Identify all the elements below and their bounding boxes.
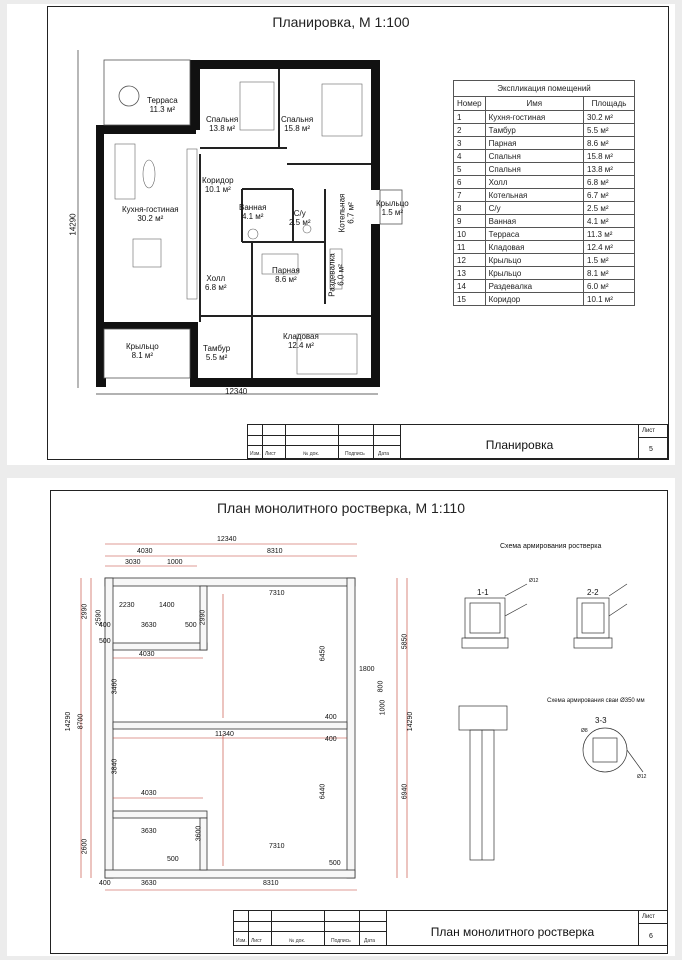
bar-label: Ø8 — [581, 728, 588, 734]
table-row: 8 С/у 2.5 м² — [454, 202, 635, 215]
dim-text: 14290 — [65, 711, 73, 732]
sheet-title: План монолитного ростверка, М 1:110 — [216, 500, 466, 516]
table-row: 1 Кухня-гостиная 30.2 м² — [454, 111, 635, 124]
room-label: Кладовая 12.4 м² — [283, 332, 319, 350]
dim-text: 14290 — [407, 711, 415, 732]
table-row: 10 Терраса 11.3 м² — [454, 228, 635, 241]
dim-text: 8310 — [263, 880, 279, 887]
table-caption: Экспликация помещений — [454, 81, 635, 97]
table-row: 15 Коридор 10.1 м² — [454, 293, 635, 306]
room-label: Раздевалка 6.0 м² — [327, 253, 346, 297]
dim-text: 6450 — [319, 645, 327, 662]
room-label: С/у 2.5 м² — [289, 209, 311, 227]
dim-text: 1400 — [159, 602, 175, 609]
dim-text: 7310 — [269, 590, 285, 597]
table-row: 14 Раздевалка 6.0 м² — [454, 280, 635, 293]
table-row: 5 Спальня 13.8 м² — [454, 163, 635, 176]
stamp-label: Дата — [364, 938, 376, 944]
stamp-label: № док. — [303, 451, 320, 457]
room-label: Крыльцо 8.1 м² — [126, 342, 159, 360]
room-label: Коридор 10.1 м² — [202, 176, 234, 194]
stamp-label: Изм. — [250, 451, 261, 457]
sheet-label: Лист — [642, 914, 656, 920]
section-label: 2-2 — [587, 588, 599, 597]
dim-text: 2590 — [95, 609, 103, 626]
table-row: 12 Крыльцо 1.5 м² — [454, 254, 635, 267]
table-row: 13 Крыльцо 8.1 м² — [454, 267, 635, 280]
stamp-label: Подпись — [345, 451, 365, 457]
dim-text: 500 — [99, 638, 111, 645]
room-label: Кухня-гостиная 30.2 м² — [122, 205, 179, 223]
section-2-2-detail — [574, 584, 627, 648]
section-1-1-detail — [462, 584, 527, 648]
table-row: 7 Котельная 6.7 м² — [454, 189, 635, 202]
column-header: Имя — [485, 97, 583, 111]
dim-text: 500 — [329, 860, 341, 867]
dim-text: 3030 — [125, 559, 141, 566]
dim-text: 1800 — [359, 666, 375, 673]
column-header: Номер — [454, 97, 486, 111]
sheet-foundation-plan — [7, 478, 675, 956]
table-row: 4 Спальня 15.8 м² — [454, 150, 635, 163]
room-label: Терраса 11.3 м² — [147, 96, 178, 114]
stamp-label: Изм. — [236, 938, 247, 944]
room-label: Тамбур 5.5 м² — [203, 344, 231, 362]
dim-text: 4030 — [141, 790, 157, 797]
sheet-title: Планировка, М 1:100 — [272, 14, 410, 30]
sheet-number: 6 — [649, 933, 653, 940]
pile-scheme-title: Схема армирования сваи Ø350 мм — [547, 698, 645, 704]
dim-text: 400 — [99, 622, 111, 629]
sheet-label: Лист — [642, 428, 656, 434]
room-label: Спальня 15.8 м² — [281, 115, 314, 133]
title-block — [233, 910, 668, 946]
dim-text: 500 — [185, 622, 197, 629]
section-label: 1-1 — [477, 588, 489, 597]
dim-text: 6940 — [401, 783, 409, 800]
dim-text: 1000 — [167, 559, 183, 566]
dim-text: 3630 — [141, 828, 157, 835]
dim-text: 400 — [99, 880, 111, 887]
dim-text: 3840 — [111, 758, 119, 775]
section-3-3-detail — [583, 728, 643, 772]
title-block — [247, 424, 668, 459]
dim-text: 3600 — [195, 825, 203, 842]
sheet-number: 5 — [649, 446, 653, 453]
dim-text: 400 — [325, 714, 337, 721]
sheet-floor-plan — [7, 4, 675, 465]
dim-total-width: 12340 — [225, 387, 248, 396]
table-row: 11 Кладовая 12.4 м² — [454, 241, 635, 254]
table-row: 6 Холл 6.8 м² — [454, 176, 635, 189]
dim-text: 400 — [325, 736, 337, 743]
dim-text: 4030 — [137, 548, 153, 555]
room-label: Холл 6.8 м² — [205, 274, 227, 292]
stamp-label: Лист — [251, 938, 262, 944]
drawing-name: План монолитного ростверка — [430, 925, 595, 939]
dim-text: 800 — [377, 680, 385, 693]
stamp-label: Дата — [378, 451, 390, 457]
dim-text: 3630 — [141, 880, 157, 887]
dimension-lines — [81, 544, 407, 890]
dim-text: 7310 — [269, 843, 285, 850]
dim-text: 11340 — [215, 731, 234, 738]
dim-text: 4030 — [139, 651, 155, 658]
room-label: Парная 8.6 м² — [272, 266, 300, 284]
dim-text: 12340 — [217, 536, 237, 543]
room-label: Спальня 13.8 м² — [206, 115, 239, 133]
dim-text: 2230 — [119, 602, 135, 609]
room-label: Крыльцо 1.5 м² — [376, 199, 409, 217]
section-label: 3-3 — [595, 716, 607, 725]
drawing-name: Планировка — [485, 438, 554, 452]
room-label: Котельная 6.7 м² — [337, 193, 356, 233]
dim-text: 6440 — [319, 783, 327, 800]
dim-text: 2990 — [199, 609, 207, 626]
dim-text: 5850 — [401, 633, 409, 650]
scheme-title: Схема армирования ростверка — [500, 543, 602, 550]
dim-total-height: 14290 — [68, 213, 78, 236]
room-label: Ванная 4.1 м² — [239, 203, 267, 221]
dim-text: 1000 — [379, 699, 387, 716]
dim-text: 2990 — [81, 603, 89, 620]
table-row: 3 Парная 8.6 м² — [454, 137, 635, 150]
table-row: 9 Ванная 4.1 м² — [454, 215, 635, 228]
dim-text: 8310 — [267, 548, 283, 555]
pile-elevation — [459, 706, 507, 860]
stamp-label: Лист — [265, 451, 276, 457]
dim-text: 500 — [167, 856, 179, 863]
table-row: 2 Тамбур 5.5 м² — [454, 124, 635, 137]
bar-label: Ø12 — [529, 578, 539, 584]
column-header: Площадь — [584, 97, 635, 111]
dim-text: 3460 — [111, 678, 119, 695]
stamp-label: № док. — [289, 938, 306, 944]
rooms-explication-table — [453, 80, 635, 306]
stamp-label: Подпись — [331, 938, 351, 944]
dim-text: 3630 — [141, 622, 157, 629]
dim-text: 2600 — [81, 838, 89, 855]
dim-text: 8700 — [77, 713, 85, 730]
bar-label: Ø12 — [637, 774, 647, 780]
